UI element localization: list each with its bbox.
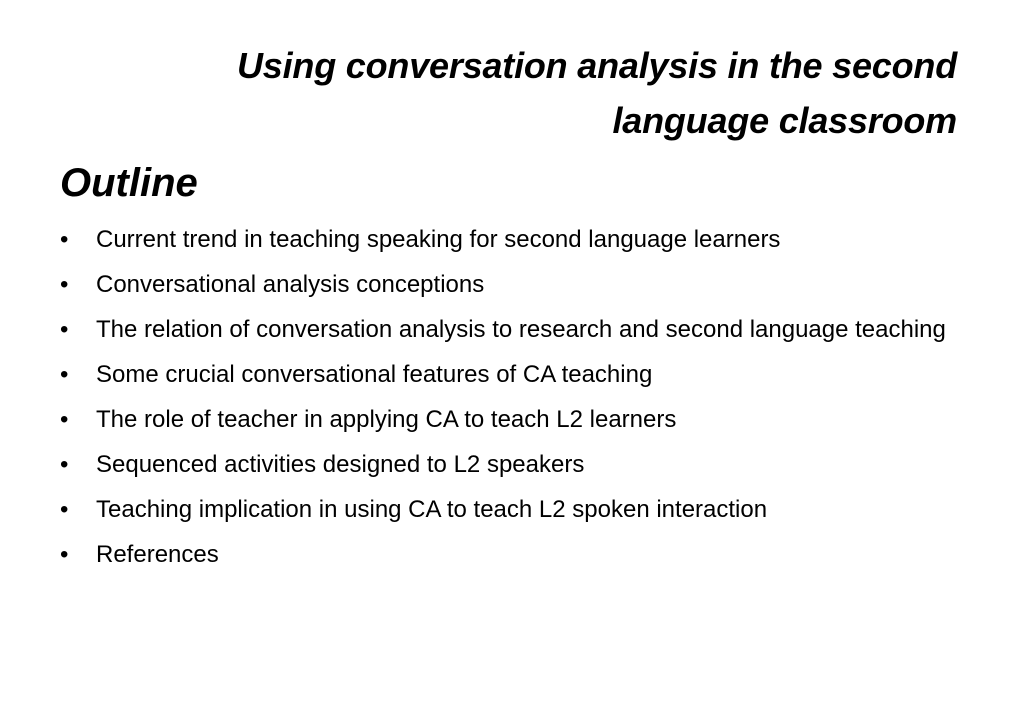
outline-list [60,221,957,581]
bullet-icon: • [60,361,69,388]
bullet-icon: • [60,541,69,568]
list-item [60,536,957,573]
list-item [60,221,957,258]
list-item [60,401,957,438]
list-item-text: The relation of conversation analysis to research and second language teaching [96,316,946,343]
list-item-text: References [96,541,219,568]
outline-heading: Outline [60,161,198,205]
list-item [60,266,957,303]
list-item [60,446,957,483]
list-item-text: Current trend in teaching speaking for second language learners [96,226,781,253]
slide-title: Using conversation analysis in the second language classroom [236,45,957,141]
list-item [60,491,957,528]
bullet-icon: • [60,316,69,343]
list-item-text: Some crucial conversational features of CA teaching [96,361,653,388]
list-item-text: Sequenced activities designed to L2 speakers [96,451,585,478]
list-item [60,311,957,348]
list-item-text: Conversational analysis conceptions [96,271,485,298]
bullet-icon: • [60,271,69,298]
list-item-text: The role of teacher in applying CA to teach L2 learners [96,406,677,433]
bullet-icon: • [60,496,69,523]
bullet-icon: • [60,451,69,478]
bullet-icon: • [60,406,69,433]
list-item-text: Teaching implication in using CA to teach L2 spoken interaction [96,496,768,523]
bullet-icon: • [60,226,69,253]
list-item [60,356,957,393]
